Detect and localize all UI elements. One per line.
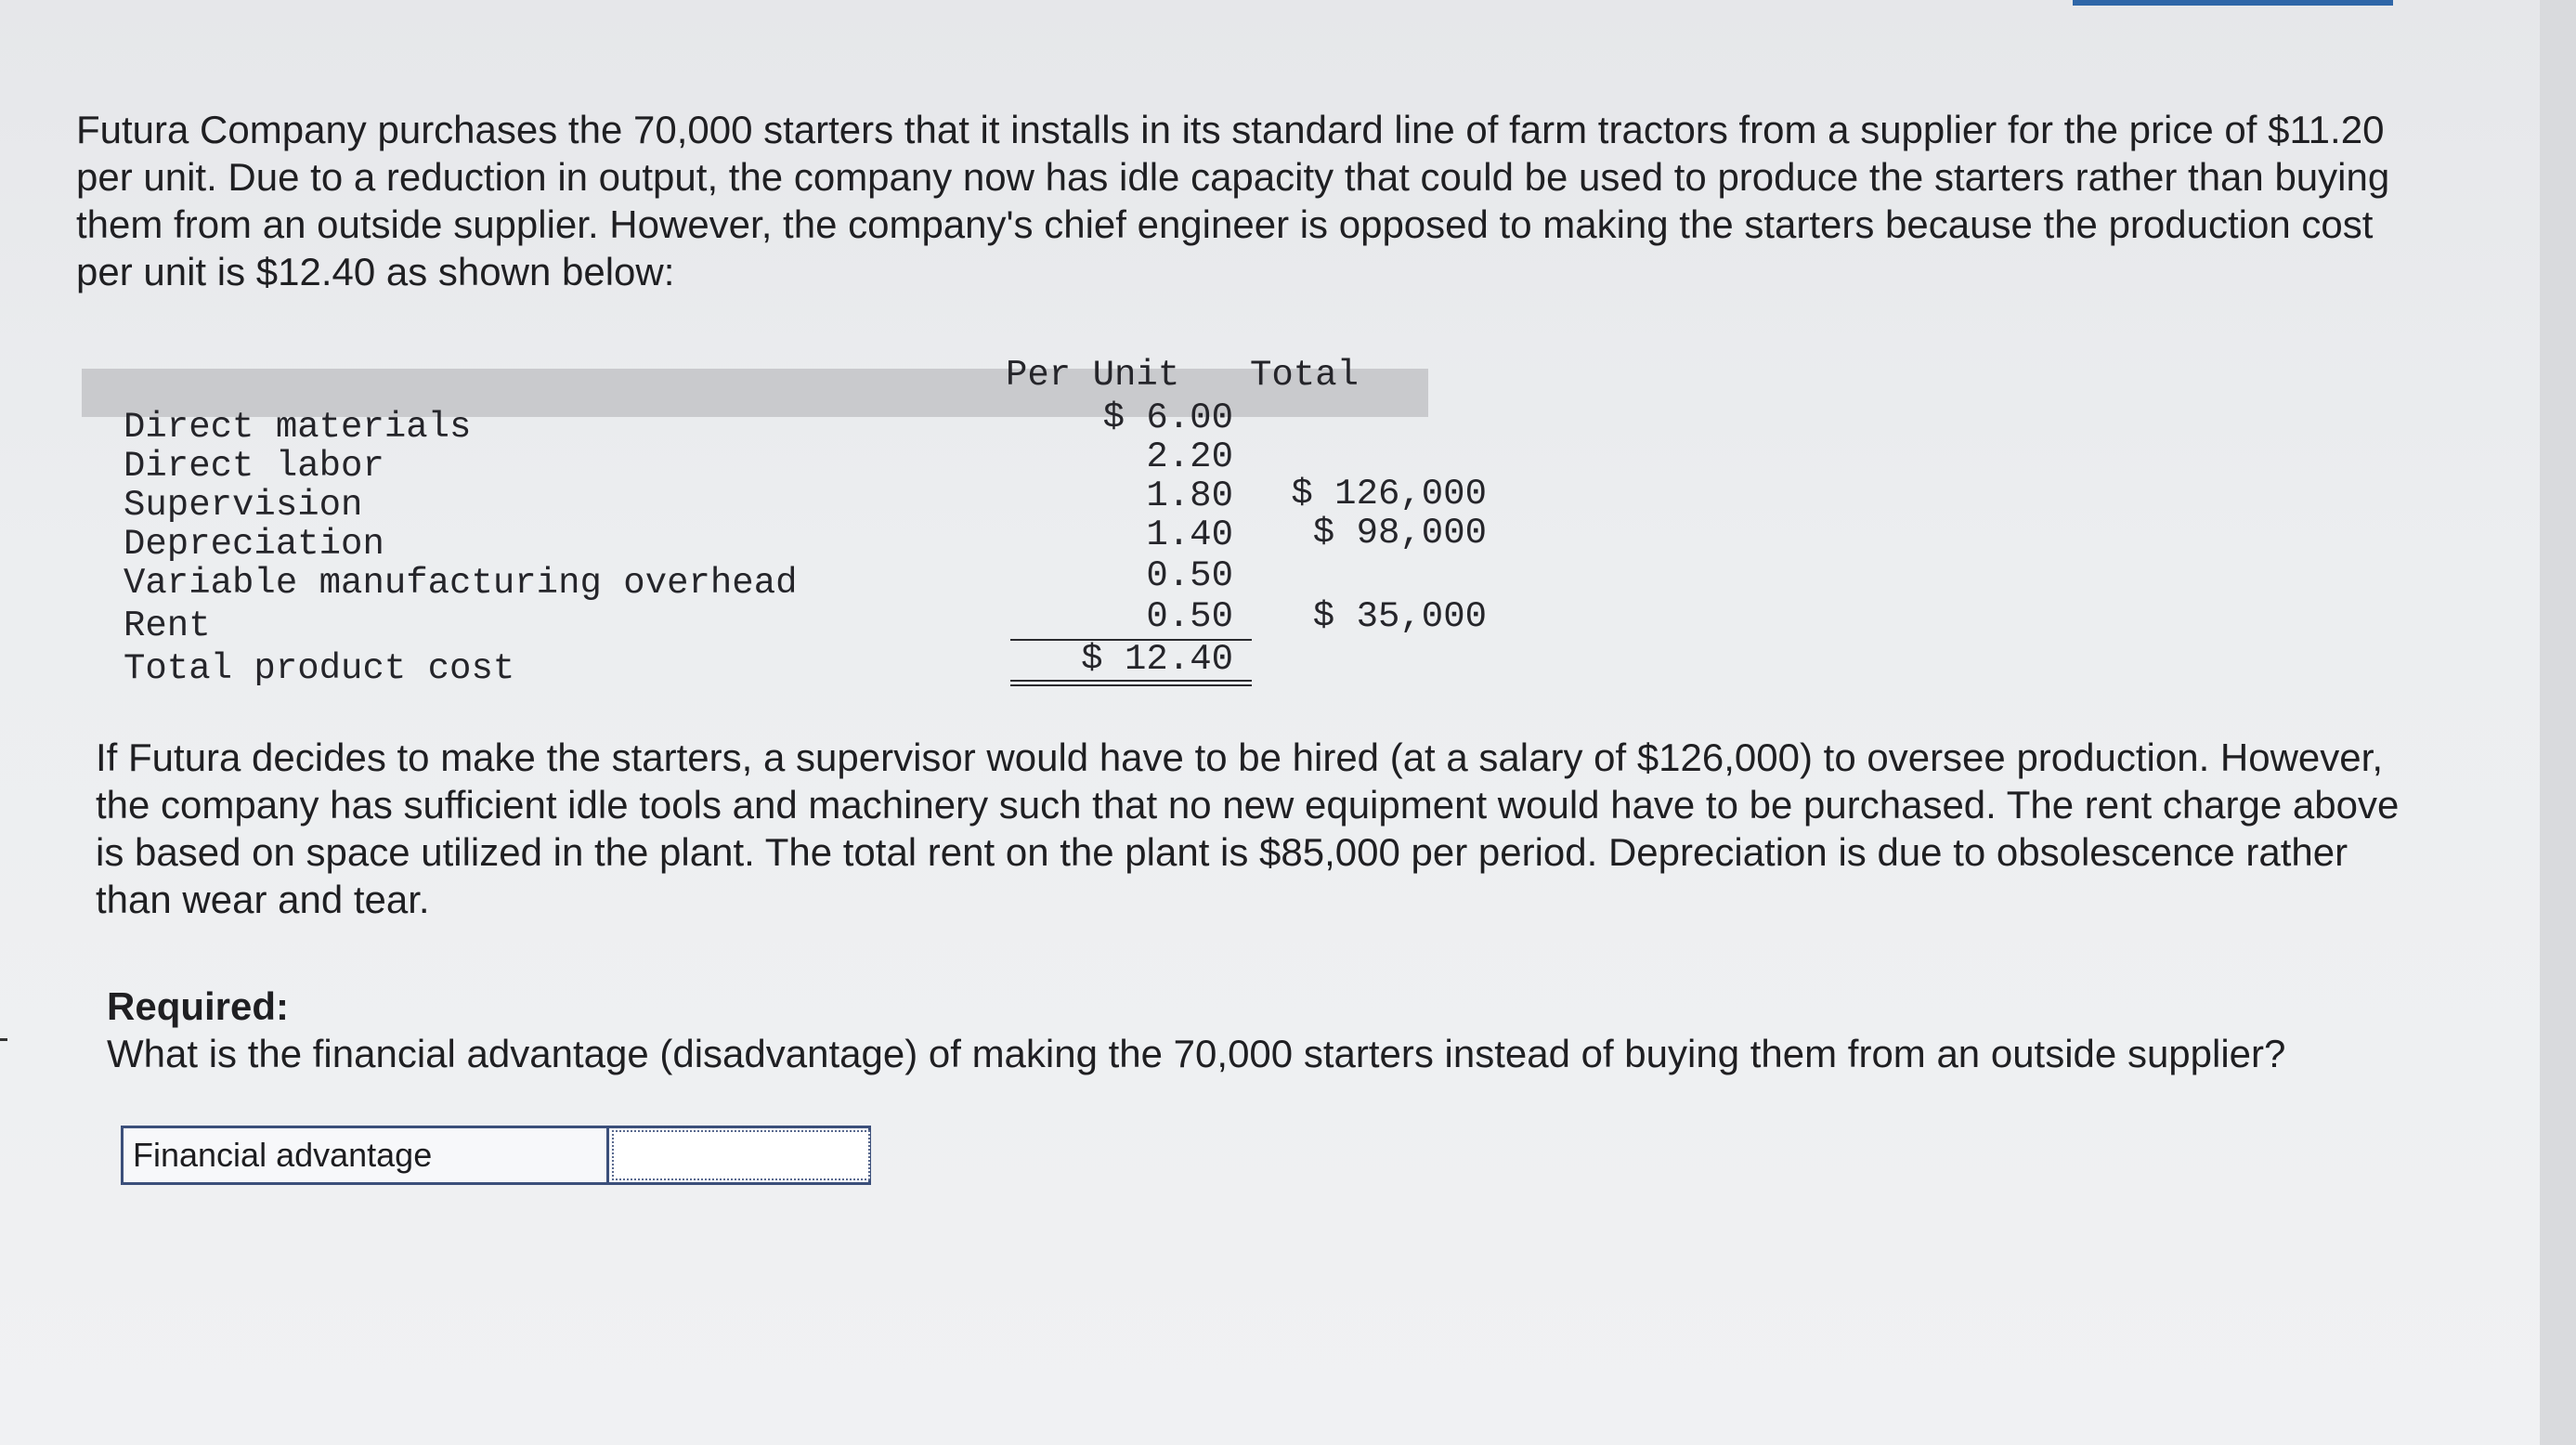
screen-right-edge [2540, 0, 2576, 1445]
row-label-depreciation: Depreciation [124, 524, 384, 565]
total-supervision: $ 126,000 [1291, 474, 1487, 514]
per-unit-rent: 0.50 [1146, 596, 1233, 637]
problem-details-text: If Futura decides to make the starters, a supervisor would have to be hired (at a salary of $126,000) to oversee production. However, the company has sufficient idle tools and machinery such that no new equipment would have to be purchased. The rent charge above is based on space utilized in the plant. The total rent on the plant is $85,000 per period. Depreciation is due to obsolescence rather than wear and tear. [96, 736, 2400, 921]
required-section [107, 983, 2428, 1077]
row-label-direct-labor: Direct labor [124, 446, 384, 487]
row-label-supervision: Supervision [124, 485, 363, 526]
total-double-rule-1 [1010, 680, 1252, 682]
production-cost-table [82, 353, 1487, 689]
total-rent: $ 35,000 [1312, 596, 1487, 637]
row-label-variable-overhead: Variable manufacturing overhead [124, 563, 798, 604]
left-margin-mark [0, 1038, 7, 1041]
per-unit-variable-overhead: 0.50 [1146, 555, 1233, 596]
row-label-direct-materials: Direct materials [124, 407, 472, 448]
answer-label: Financial advantage [133, 1136, 433, 1174]
per-unit-direct-labor: 2.20 [1146, 436, 1233, 477]
answer-divider [606, 1128, 609, 1182]
required-title: Required: [107, 984, 290, 1028]
column-header-per-unit: Per Unit [1006, 355, 1180, 396]
row-label-total-product-cost: Total product cost [124, 648, 515, 689]
per-unit-depreciation: 1.40 [1146, 514, 1233, 555]
column-header-total: Total [1250, 355, 1360, 396]
per-unit-direct-materials: $ 6.00 [1102, 397, 1233, 438]
row-label-rent: Rent [124, 605, 211, 646]
per-unit-supervision: 1.80 [1146, 475, 1233, 516]
total-double-rule-2 [1010, 684, 1252, 686]
answer-row [121, 1126, 871, 1185]
financial-advantage-input[interactable] [612, 1130, 870, 1180]
per-unit-total-product-cost: $ 12.40 [1081, 639, 1233, 680]
problem-intro-text: Futura Company purchases the 70,000 starters that it installs in its standard line of farm tractors from a supplier for the price of $11.20 per unit. Due to a reduction in output, the company now has idle capacity that could be used to produce the starters rather than buying them from an outside supplier. However, the company's chief engineer is opposed to making the starters because the production cost per unit is $12.40 as shown below: [76, 108, 2390, 293]
top-blue-tab [2073, 0, 2393, 6]
required-question: What is the financial advantage (disadvantage) of making the 70,000 starters instead of buying them from an outside supplier? [107, 1032, 2286, 1075]
total-depreciation: $ 98,000 [1312, 513, 1487, 553]
